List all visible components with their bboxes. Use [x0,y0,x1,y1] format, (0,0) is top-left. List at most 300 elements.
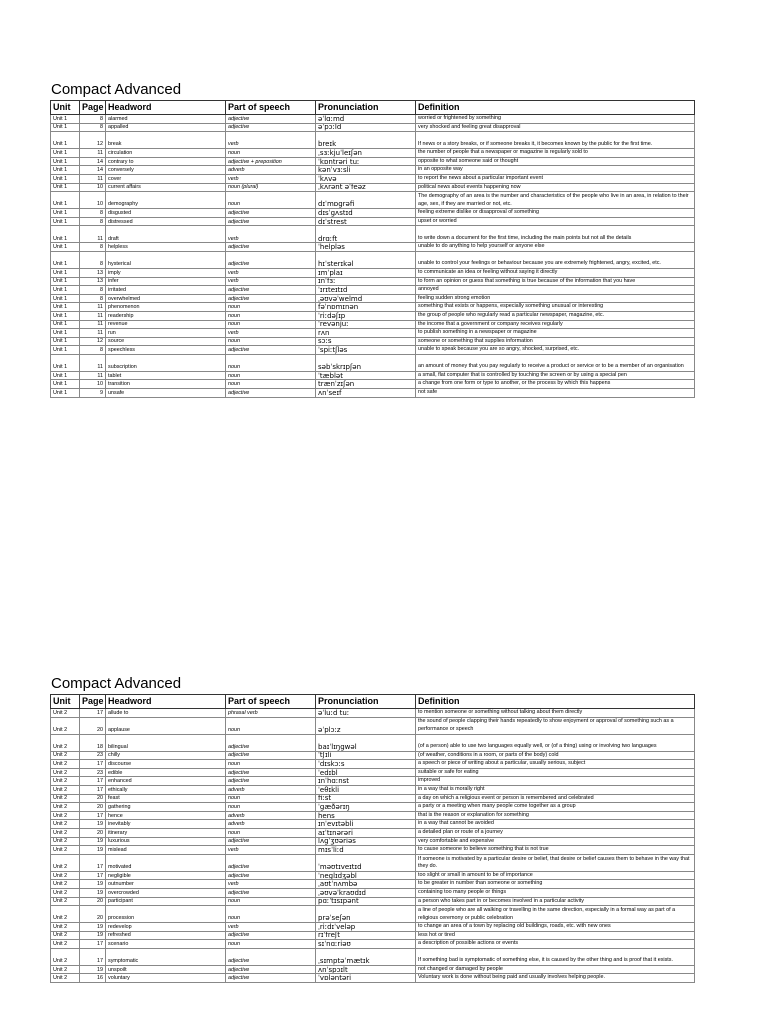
headword-cell: readership [106,311,226,320]
unit-cell: Unit 2 [51,709,80,718]
table-row [51,337,695,346]
header-pronunciation: Pronunciation [316,101,416,115]
page-cell: 8 [80,294,106,303]
page-cell: 12 [80,337,106,346]
headword-cell: imply [106,268,226,277]
definition-cell: the sound of people clapping their hands repeatedly to show enjoyment or approval of something such as a performance or speech [416,717,695,734]
table-row [51,948,695,965]
headword-cell: distressed [106,217,226,226]
headword-cell: redevelop [106,923,226,932]
pronunciation-cell: ˌriːdɪˈveləp [316,923,416,932]
definition-cell: opposite to what someone said or thought [416,157,695,166]
table-row [51,251,695,268]
definition-cell: a detailed plan or route of a journey [416,828,695,837]
table-row [51,854,695,871]
definition-cell: If someone is motivated by a particular desire or belief, that desire or belief causes them to behave in the way that they do. [416,854,695,871]
headword-cell: procession [106,906,226,923]
definition-cell: feeling extreme dislike or disapproval of something [416,209,695,218]
headword-cell: infer [106,277,226,286]
table-row [51,803,695,812]
vocabulary-section-unit-1 [50,80,694,398]
header-definition: Definition [416,101,695,115]
table-row [51,768,695,777]
pronunciation-cell: ʌnˈspɔɪlt [316,965,416,974]
table-row [51,311,695,320]
part-of-speech-cell: adjective [226,777,316,786]
definition-cell: Voluntary work is done without being paid and usually involves helping people. [416,974,695,983]
headword-cell: voluntary [106,974,226,983]
table-row [51,123,695,132]
definition-cell: annoyed [416,286,695,295]
unit-cell: Unit 1 [51,268,80,277]
part-of-speech-cell: noun [226,803,316,812]
pronunciation-cell: ˈeθɪkli [316,785,416,794]
table-row [51,371,695,380]
part-of-speech-cell: noun [226,760,316,769]
unit-cell: Unit 2 [51,871,80,880]
unit-cell: Unit 1 [51,123,80,132]
table-row [51,294,695,303]
part-of-speech-cell: noun [226,371,316,380]
part-of-speech-cell: adjective [226,251,316,268]
pronunciation-cell: dɪˈmɒgrəfi [316,192,416,209]
page-cell: 13 [80,277,106,286]
part-of-speech-cell: verb [226,923,316,932]
headword-cell: applause [106,717,226,734]
definition-cell: the number of people that a newspaper or magazine is regularly sold to [416,149,695,158]
page-cell: 17 [80,760,106,769]
headword-cell: subscription [106,354,226,371]
unit-cell: Unit 1 [51,329,80,338]
page-cell: 11 [80,303,106,312]
unit-cell: Unit 1 [51,174,80,183]
headword-cell: chilly [106,751,226,760]
definition-cell: to cause someone to believe something that is not true [416,846,695,855]
headword-cell: mislead [106,846,226,855]
table-row [51,183,695,192]
unit-cell: Unit 2 [51,974,80,983]
unit-cell: Unit 1 [51,192,80,209]
definition-cell: too slight or small in amount to be of importance [416,871,695,880]
header-unit: Unit [51,695,80,709]
definition-cell: to report the news about a particular important event [416,174,695,183]
part-of-speech-cell: adjective [226,931,316,940]
unit-cell: Unit 2 [51,794,80,803]
pronunciation-cell: sɔːs [316,337,416,346]
header-page: Page [80,695,106,709]
pronunciation-cell: ˈspiːtʃləs [316,346,416,355]
headword-cell: draft [106,226,226,243]
page-cell: 11 [80,329,106,338]
definition-cell: not safe [416,389,695,398]
unit-cell: Unit 2 [51,734,80,751]
table-header-row [51,695,695,709]
definition-cell: unable to control your feelings or behaviour because you are extremely frightened, angry, excited, etc. [416,251,695,268]
part-of-speech-cell: adjective [226,209,316,218]
table-row [51,837,695,846]
page-cell: 11 [80,174,106,183]
definition-cell: that is the reason or explanation for something [416,811,695,820]
page-cell: 12 [80,132,106,149]
pronunciation-cell: ɪnˈhɑːnst [316,777,416,786]
headword-cell: circulation [106,149,226,158]
pronunciation-cell: əˈplɔːz [316,717,416,734]
page-cell: 19 [80,820,106,829]
part-of-speech-cell: noun [226,940,316,949]
headword-cell: scenario [106,940,226,949]
headword-cell: run [106,329,226,338]
page-cell: 10 [80,183,106,192]
page-cell: 17 [80,709,106,718]
part-of-speech-cell: adjective [226,768,316,777]
pronunciation-cell: ɪnˈfɜː [316,277,416,286]
unit-cell: Unit 1 [51,115,80,124]
unit-cell: Unit 2 [51,760,80,769]
unit-cell: Unit 1 [51,209,80,218]
part-of-speech-cell: adjective [226,974,316,983]
definition-cell: a description of possible actions or events [416,940,695,949]
header-part-of-speech: Part of speech [226,695,316,709]
part-of-speech-cell: noun [226,794,316,803]
unit-cell: Unit 2 [51,880,80,889]
pronunciation-cell: əˈpɔːld [316,123,416,132]
part-of-speech-cell: adjective [226,888,316,897]
unit-cell: Unit 2 [51,897,80,906]
section-title: Compact Advanced [51,81,182,98]
headword-cell: edible [106,768,226,777]
definition-cell: less hot or tired [416,931,695,940]
page-cell: 17 [80,940,106,949]
pronunciation-cell: rʌn [316,329,416,338]
page-cell: 8 [80,123,106,132]
table-row [51,794,695,803]
definition-cell: improved [416,777,695,786]
headword-cell: refreshed [106,931,226,940]
page-cell: 19 [80,880,106,889]
pronunciation-cell: ˌəʊvəˈwelmd [316,294,416,303]
pronunciation-cell: ˈɪrɪteɪtɪd [316,286,416,295]
pronunciation-cell: aɪˈtɪnərəri [316,828,416,837]
page-cell: 8 [80,217,106,226]
page-cell: 17 [80,948,106,965]
pronunciation-cell: baɪˈlɪŋgwəl [316,734,416,751]
headword-cell: appalled [106,123,226,132]
pronunciation-cell: ʌnˈseɪf [316,389,416,398]
page-cell: 19 [80,888,106,897]
table-row [51,132,695,149]
pronunciation-cell: dɪsˈgʌstɪd [316,209,416,218]
page-cell: 20 [80,906,106,923]
table-row [51,974,695,983]
page-cell: 14 [80,166,106,175]
headword-cell: ethically [106,785,226,794]
pronunciation-cell: ˈdɪskɔːs [316,760,416,769]
page-cell: 11 [80,371,106,380]
part-of-speech-cell: adjective [226,346,316,355]
header-headword: Headword [106,101,226,115]
definition-cell: containing too many people or things [416,888,695,897]
definition-cell: upset or worried [416,217,695,226]
part-of-speech-cell: verb [226,268,316,277]
section-title: Compact Advanced [51,675,182,692]
headword-cell: overwhelmed [106,294,226,303]
headword-cell: revenue [106,320,226,329]
unit-cell: Unit 2 [51,837,80,846]
pronunciation-cell: ˈtæblət [316,371,416,380]
table-row [51,965,695,974]
part-of-speech-cell: adjective [226,389,316,398]
table-row [51,115,695,124]
vocabulary-table [50,100,695,398]
unit-cell: Unit 2 [51,931,80,940]
definition-cell: the income that a government or company receives regularly [416,320,695,329]
unit-cell: Unit 1 [51,183,80,192]
definition-cell: (of weather, conditions in a room, or parts of the body) cold [416,751,695,760]
unit-cell: Unit 1 [51,251,80,268]
definition-cell: If news or a story breaks, or if someone breaks it, it becomes known by the public for the first time. [416,132,695,149]
definition-cell: something that exists or happens, especially something unusual or interesting [416,303,695,312]
pronunciation-cell: əˈluːd tuː [316,709,416,718]
unit-cell: Unit 1 [51,217,80,226]
part-of-speech-cell: adjective + preposition [226,157,316,166]
unit-cell: Unit 2 [51,768,80,777]
unit-cell: Unit 2 [51,965,80,974]
definition-cell: in a way that is morally right [416,785,695,794]
pronunciation-cell: ˌəʊvəˈkraʊdɪd [316,888,416,897]
definition-cell: a day on which a religious event or person is remembered and celebrated [416,794,695,803]
page-cell: 23 [80,768,106,777]
pronunciation-cell: rɪˈfreʃt [316,931,416,940]
table-row [51,192,695,209]
table-row [51,157,695,166]
table-row [51,880,695,889]
part-of-speech-cell: adjective [226,123,316,132]
table-row [51,346,695,355]
page-cell: 16 [80,974,106,983]
unit-cell: Unit 2 [51,777,80,786]
header-headword: Headword [106,695,226,709]
table-row [51,931,695,940]
header-unit: Unit [51,101,80,115]
pronunciation-cell: ˈvɒləntəri [316,974,416,983]
part-of-speech-cell: noun [226,311,316,320]
definition-cell: a party or a meeting when many people come together as a group [416,803,695,812]
part-of-speech-cell: noun [226,897,316,906]
part-of-speech-cell: adjective [226,965,316,974]
unit-cell: Unit 1 [51,311,80,320]
unit-cell: Unit 1 [51,166,80,175]
page-cell: 8 [80,346,106,355]
unit-cell: Unit 1 [51,389,80,398]
headword-cell: inevitably [106,820,226,829]
vocabulary-table [50,694,695,983]
pronunciation-cell: ɪnˈevɪtəbli [316,820,416,829]
table-row [51,320,695,329]
headword-cell: participant [106,897,226,906]
headword-cell: contrary to [106,157,226,166]
headword-cell: luxurious [106,837,226,846]
headword-cell: bilingual [106,734,226,751]
table-row [51,389,695,398]
definition-cell: the group of people who regularly read a particular newspaper, magazine, etc. [416,311,695,320]
unit-cell: Unit 1 [51,354,80,371]
definition-cell: (of a person) able to use two languages equally well, or (of a thing) using or involving two languages [416,734,695,751]
pronunciation-cell: ˈkʌvə [316,174,416,183]
pronunciation-cell: ˈhelpləs [316,243,416,252]
pronunciation-cell: ˈedɪbl [316,768,416,777]
page-cell: 20 [80,717,106,734]
pronunciation-cell: prəˈseʃən [316,906,416,923]
vocabulary-section-unit-2 [50,674,694,983]
page-cell: 17 [80,811,106,820]
part-of-speech-cell: noun [226,906,316,923]
pronunciation-cell: ˌaʊtˈnʌmbə [316,880,416,889]
part-of-speech-cell: adverb [226,811,316,820]
page-cell: 11 [80,149,106,158]
part-of-speech-cell: noun (plural) [226,183,316,192]
table-row [51,906,695,923]
part-of-speech-cell: adjective [226,286,316,295]
unit-cell: Unit 1 [51,294,80,303]
part-of-speech-cell: noun [226,149,316,158]
headword-cell: cover [106,174,226,183]
headword-cell: current affairs [106,183,226,192]
definition-cell: unable to speak because you are so angry, shocked, surprised, etc. [416,346,695,355]
headword-cell: demography [106,192,226,209]
part-of-speech-cell: phrasal verb [226,709,316,718]
pronunciation-cell: breɪk [316,132,416,149]
part-of-speech-cell: verb [226,132,316,149]
page-cell: 14 [80,157,106,166]
page-cell: 8 [80,243,106,252]
table-row [51,871,695,880]
definition-cell: If something bad is symptomatic of something else, it is caused by the other thing and is proof that it exists. [416,948,695,965]
pronunciation-cell: ˈriːdəʃɪp [316,311,416,320]
pronunciation-cell: hens [316,811,416,820]
part-of-speech-cell: adverb [226,820,316,829]
part-of-speech-cell: adjective [226,751,316,760]
pronunciation-cell: kənˈvɜːsli [316,166,416,175]
pronunciation-cell: sɪˈnɑːriəʊ [316,940,416,949]
unit-cell: Unit 2 [51,888,80,897]
headword-cell: break [106,132,226,149]
unit-cell: Unit 1 [51,303,80,312]
definition-cell: suitable or safe for eating [416,768,695,777]
headword-cell: discourse [106,760,226,769]
headword-cell: symptomatic [106,948,226,965]
part-of-speech-cell: noun [226,192,316,209]
page-cell: 11 [80,354,106,371]
page-cell: 20 [80,803,106,812]
page-cell: 10 [80,192,106,209]
headword-cell: disgusted [106,209,226,218]
definition-cell: in a way that cannot be avoided [416,820,695,829]
page-cell: 11 [80,226,106,243]
unit-cell: Unit 2 [51,828,80,837]
definition-cell: to form an opinion or guess that something is true because of the information that you have [416,277,695,286]
table-row [51,785,695,794]
pronunciation-cell: səbˈskrɪpʃən [316,354,416,371]
pronunciation-cell: ɪmˈplaɪ [316,268,416,277]
part-of-speech-cell: noun [226,354,316,371]
table-row [51,923,695,932]
headword-cell: unspoilt [106,965,226,974]
headword-cell: hence [106,811,226,820]
unit-cell: Unit 2 [51,785,80,794]
unit-cell: Unit 1 [51,346,80,355]
unit-cell: Unit 1 [51,157,80,166]
table-row [51,777,695,786]
unit-cell: Unit 1 [51,149,80,158]
table-row [51,286,695,295]
headword-cell: outnumber [106,880,226,889]
part-of-speech-cell: noun [226,828,316,837]
page-cell: 9 [80,389,106,398]
headword-cell: gathering [106,803,226,812]
part-of-speech-cell: adjective [226,854,316,871]
headword-cell: itinerary [106,828,226,837]
part-of-speech-cell: adjective [226,871,316,880]
unit-cell: Unit 1 [51,226,80,243]
page-cell: 10 [80,380,106,389]
table-row [51,277,695,286]
part-of-speech-cell: adjective [226,948,316,965]
pronunciation-cell: əˈlɑːmd [316,115,416,124]
definition-cell: someone or something that supplies information [416,337,695,346]
unit-cell: Unit 2 [51,751,80,760]
part-of-speech-cell: verb [226,329,316,338]
headword-cell: tablet [106,371,226,380]
definition-cell: to write down a document for the first time, including the main points but not all the details [416,226,695,243]
headword-cell: alarmed [106,115,226,124]
unit-cell: Unit 2 [51,803,80,812]
table-row [51,760,695,769]
table-row [51,166,695,175]
headword-cell: transition [106,380,226,389]
part-of-speech-cell: noun [226,320,316,329]
page-cell: 23 [80,751,106,760]
headword-cell: hysterical [106,251,226,268]
headword-cell: feast [106,794,226,803]
definition-cell: to change an area of a town by replacing old buildings, roads, etc. with new ones [416,923,695,932]
pronunciation-cell: ˈtʃɪli [316,751,416,760]
table-row [51,751,695,760]
definition-cell: in an opposite way [416,166,695,175]
headword-cell: unsafe [106,389,226,398]
table-row [51,268,695,277]
unit-cell: Unit 2 [51,906,80,923]
definition-cell: a small, flat computer that is controlled by touching the screen or by using a special pen [416,371,695,380]
page-cell: 17 [80,785,106,794]
table-row [51,149,695,158]
pronunciation-cell: ˈneglɪdʒəbl [316,871,416,880]
part-of-speech-cell: adjective [226,734,316,751]
pronunciation-cell: ˈkɒntrəri tuː [316,157,416,166]
headword-cell: speechless [106,346,226,355]
table-row [51,828,695,837]
headword-cell: enhanced [106,777,226,786]
page-cell: 19 [80,931,106,940]
unit-cell: Unit 2 [51,940,80,949]
unit-cell: Unit 1 [51,380,80,389]
headword-cell: motivated [106,854,226,871]
headword-cell: overcrowded [106,888,226,897]
page-cell: 17 [80,871,106,880]
unit-cell: Unit 2 [51,717,80,734]
table-row [51,303,695,312]
pronunciation-cell: fiːst [316,794,416,803]
table-row [51,811,695,820]
